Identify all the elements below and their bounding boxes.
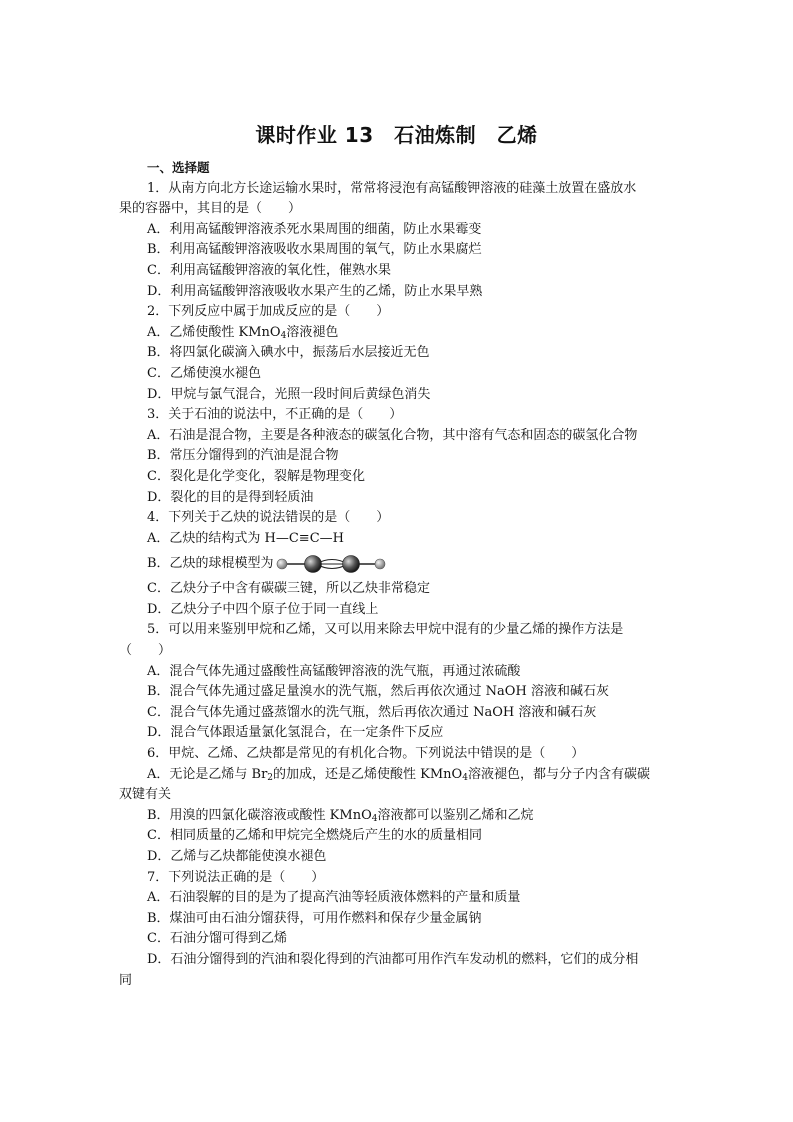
question-6-option-d: D．乙烯与乙炔都能使溴水褪色 — [147, 849, 327, 864]
question-3-option-d: D．裂化的目的是得到轻质油 — [147, 489, 314, 505]
question-1-option-a: A．利用高锰酸钾溶液杀死水果周围的细菌，防止水果霉变 — [147, 221, 482, 237]
question-5-option-d: D．混合气体跟适量氯化氢混合，在一定条件下反应 — [147, 725, 444, 741]
question-6-stem: 6．甲烷、乙烯、乙炔都是常见的有机化合物。下列说法中错误的是（ ） — [147, 746, 585, 762]
question-6-option-c: C．相同质量的乙烯和甲烷完全燃烧后产生的水的质量相同 — [147, 828, 482, 844]
question-7-stem: 7．下列说法正确的是（ ） — [147, 869, 325, 885]
question-4-stem: 4．下列关于乙炔的说法错误的是（ ） — [147, 510, 390, 526]
question-2-option-a: A．乙烯使酸性 KMnO$_4$溶液褪色 — [147, 324, 339, 341]
question-7-option-d: D．石油分馏得到的汽油和裂化得到的汽油都可用作汽车发动机的燃料，它们的成分相 — [147, 951, 639, 967]
question-6-option-b: B．用溴的四氯化碳溶液或酸性 KMnO$_4$溶液都可以鉴别乙烯和乙烷 — [147, 807, 534, 824]
question-5-stem: 5．可以用来鉴别甲烷和乙烯，又可以用来除去甲烷中混有的少量乙烯的操作方法是 — [147, 622, 624, 638]
question-1-option-c: C．利用高锰酸钾溶液的氧化性，催熟水果 — [147, 262, 391, 278]
question-6-option-a: A．无论是乙烯与 $Br_2$的加成，还是乙烯使酸性 KMnO$_4$溶液褪色，都与分子内含有碳碳 — [147, 766, 650, 783]
page-title: 课时作业 13 石油炼制 乙烯 — [255, 123, 538, 147]
acetylene-ball-stick-model-image — [276, 552, 386, 576]
question-7-option-d-cont: 同 — [119, 972, 133, 988]
question-6-option-a-cont: 双键有关 — [119, 787, 172, 803]
question-5-option-c: C．混合气体先通过盛蒸馏水的洗气瓶，然后再依次通过 NaOH 溶液和碱石灰 — [147, 704, 597, 720]
question-5-option-a: A．混合气体先通过盛酸性高锰酸钾溶液的洗气瓶，再通过浓硫酸 — [147, 663, 521, 679]
question-1-stem-cont: 果的容器中，其目的是（ ） — [119, 201, 302, 217]
question-3-stem: 3．关于石油的说法中，不正确的是（ ） — [147, 407, 403, 423]
question-7-option-b: B．煤油可由石油分馏获得，可用作燃料和保存少量金属钠 — [147, 910, 482, 926]
question-1-option-b: B．利用高锰酸钾溶液吸收水果周围的氧气，防止水果腐烂 — [147, 242, 482, 258]
section-heading: 一、选择题 — [147, 160, 210, 175]
question-7-option-c: C．石油分馏可得到乙烯 — [147, 931, 287, 947]
question-2-option-c: C．乙烯使溴水褪色 — [147, 365, 261, 381]
question-4-option-a: A．乙炔的结构式为 H—C≡C—H — [147, 530, 344, 546]
question-2-option-d: D．甲烷与氯气混合，光照一段时间后黄绿色消失 — [147, 386, 431, 402]
question-2-stem: 2．下列反应中属于加成反应的是（ ） — [147, 304, 390, 320]
question-7-option-a: A．石油裂解的目的是为了提高汽油等轻质液体燃料的产量和质量 — [147, 890, 521, 906]
question-2-option-b: B．将四氯化碳滴入碘水中，振荡后水层接近无色 — [147, 345, 430, 361]
question-5-option-b: B．混合气体先通过盛足量溴水的洗气瓶，然后再依次通过 NaOH 溶液和碱石灰 — [147, 684, 609, 700]
question-list — [119, 158, 679, 991]
question-4-option-b: B．乙炔的球棍模型为 — [119, 549, 679, 579]
question-3-option-b: B．常压分馏得到的汽油是混合物 — [147, 448, 339, 464]
question-3-option-a: A．石油是混合物，主要是各种液态的碳氢化合物，其中溶有气态和固态的碳氢化合物 — [147, 427, 638, 443]
question-5-stem-cont: （ ） — [119, 643, 172, 659]
question-3-option-c: C．裂化是化学变化，裂解是物理变化 — [147, 468, 365, 484]
question-1-stem: 1．从南方向北方长途运输水果时，常常将浸泡有高锰酸钾溶液的硅藻土放置在盛放水 — [147, 180, 637, 196]
question-4-option-d: D．乙炔分子中四个原子位于同一直线上 — [147, 601, 379, 617]
question-1-option-d: D．利用高锰酸钾溶液吸收水果产生的乙烯，防止水果早熟 — [147, 283, 483, 299]
question-4-option-c: C．乙炔分子中含有碳碳三键，所以乙炔非常稳定 — [147, 581, 430, 597]
